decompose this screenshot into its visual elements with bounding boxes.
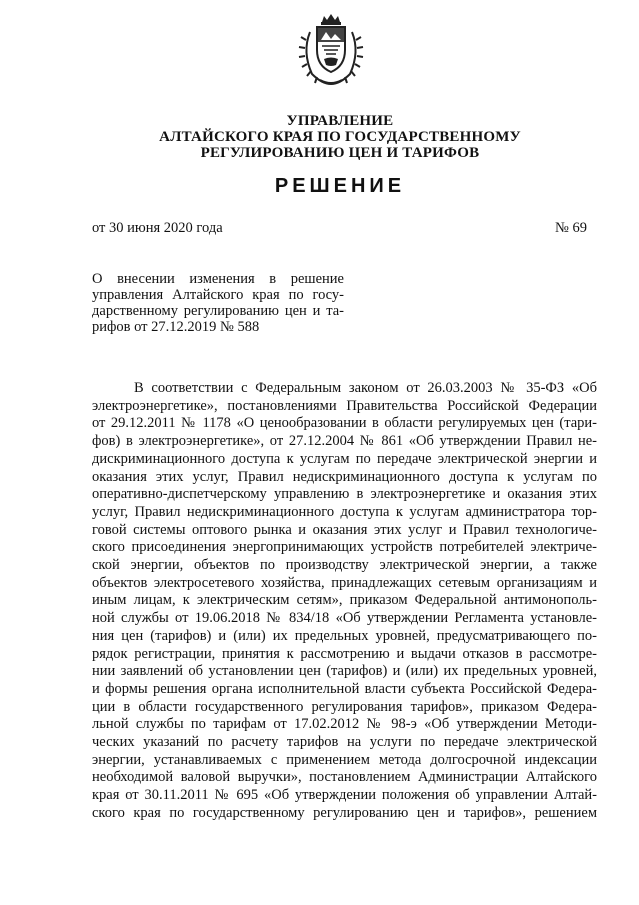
document-date: от 30 июня 2020 года [92, 220, 223, 236]
body-line: ского края по государственному регулированию цен и тарифов», решением [92, 804, 597, 821]
body-line: говой системы оптового рынка и оказания этих услуг и Правил технологиче- [92, 521, 597, 538]
document-number: № 69 [555, 220, 587, 236]
altai-krai-coat-of-arms-icon [296, 12, 366, 88]
document-body [92, 380, 597, 823]
subject-line: дарственному регулированию цен и та- [92, 303, 344, 319]
document-type-heading: РЕШЕНИЕ [274, 175, 406, 197]
body-line: дискриминационного доступа к услугам по передаче электрической энергии и [92, 450, 597, 467]
body-line: ческих указаний по расчету тарифов на услуги по передаче электрической [92, 734, 597, 751]
body-line: льной службы по тарифам от 17.02.2012 № 98-э «Об утверждении Методи- [92, 716, 597, 733]
org-name-line-1: УПРАВЛЕНИЕ [286, 113, 394, 129]
body-line: объектов электросетевого хозяйства, принадлежащих сетевым организациям и [92, 574, 597, 591]
org-name-line-3: РЕГУЛИРОВАНИЮ ЦЕН И ТАРИФОВ [200, 145, 480, 161]
org-name-line-2: АЛТАЙСКОГО КРАЯ ПО ГОСУДАРСТВЕННОМУ [159, 129, 521, 145]
body-line: ной службы от 19.06.2018 № 834/18 «Об утверждении Регламента установле- [92, 610, 597, 627]
body-line: электроэнергетике», постановлениями Правительства Российской Федерации [92, 397, 597, 414]
body-line: края от 30.11.2011 № 695 «Об утверждении положения об управлении Алтай- [92, 787, 597, 804]
body-line: оперативно-диспетчерскому управлению в электроэнергетике и оказания этих [92, 486, 597, 503]
body-line: ния цен (тарифов) и (или) их предельных уровней, предусматривающего по- [92, 627, 597, 644]
body-line: рядок регистрации, принятия к рассмотрению и выдачи отказов в рассмотре- [92, 645, 597, 662]
body-line: нии заявлений об установлении цен (тарифов) и (или) их предельных уровней, [92, 663, 597, 680]
subject-line: управления Алтайского края по госу- [92, 287, 344, 303]
subject-line: рифов от 27.12.2019 № 588 [92, 319, 260, 335]
body-line: ской энергии, объектов по производству электрической энергии, а также [92, 557, 597, 574]
body-line: ского присоединения энергопринимающих устройств потребителей электриче- [92, 539, 597, 556]
subject-line: О внесении изменения в решение [92, 271, 344, 287]
body-line: В соответствии с Федеральным законом от 26.03.2003 № 35-ФЗ «Об [134, 380, 597, 396]
body-line: услуг, Правил недискриминационного доступа к услугам администратора тор- [92, 503, 597, 520]
body-line: оказания этих услуг, Правил недискриминационного доступа к услугам по [92, 468, 597, 485]
body-line: необходимой валовой выручки», постановлением Администрации Алтайского [92, 769, 597, 786]
body-line: энергии, устанавливаемых с применением метода долгосрочной индексации [92, 751, 597, 768]
body-line: фов) в электроэнергетике», от 27.12.2004 № 861 «Об утверждении Правил не- [92, 433, 597, 450]
body-line: иным лицам, к электрическим сетям», приказом Федеральной антимонополь- [92, 592, 597, 609]
body-line: и формы решения органа исполнительной власти субъекта Российской Федера- [92, 680, 597, 697]
body-line: от 29.12.2011 № 1178 «О ценообразовании в области регулируемых цен (тари- [92, 415, 597, 432]
document-subject [92, 271, 344, 335]
body-line: ции в области государственного регулирования тарифов», приказом Федера- [92, 698, 597, 715]
